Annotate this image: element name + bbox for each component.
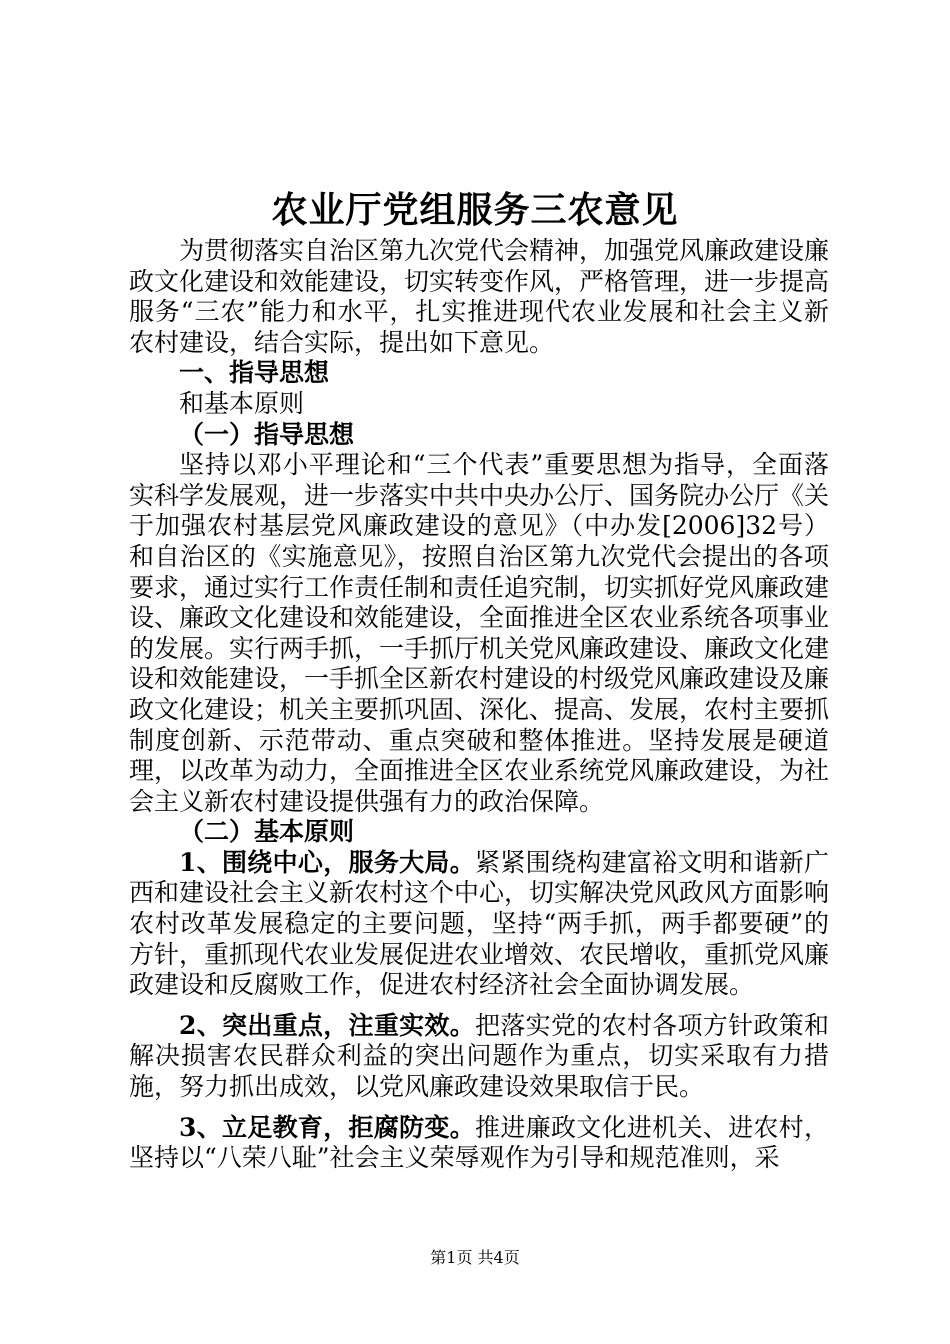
- principle-1-lead: 1、围绕中心，服务大局。: [179, 847, 476, 877]
- section-subtitle-basic-principles: 和基本原则: [179, 388, 305, 418]
- document-title: 农业厅党组服务三农意见: [271, 189, 679, 231]
- intro-paragraph: 为贯彻落实自治区第九次党代会精神，加强党风廉政建设廉政文化建设和效能建设，切实转变作风，严格管理，进一步提高服务“三农”能力和水平，扎实推进现代农业发展和社会主义新农村建设，结合实际，提出如下意见。: [129, 236, 830, 357]
- section-heading-guiding-ideology: 一、指导思想: [179, 358, 330, 388]
- subsection-heading-basic-principles: （二）基本原则: [179, 817, 355, 847]
- principle-2-paragraph: [129, 1011, 829, 1103]
- principle-3-paragraph: [129, 1113, 829, 1174]
- principle-1-paragraph: [129, 848, 829, 1001]
- principle-3-lead: 3、立足教育，拒腐防变。: [179, 1112, 476, 1142]
- page-footer: 第1页 共4页: [430, 1248, 520, 1267]
- principle-1-body: 紧紧围绕构建富裕文明和谐新广西和建设社会主义新农村这个中心，切实解决党风政风方面影响农村改革发展稳定的主要问题，坚持“两手抓，两手都要硬”的方针，重抓现代农业发展促进农业增效、农民增收，重抓党风廉政建设和反腐败工作，促进农村经济社会全面协调发展。: [129, 847, 830, 1000]
- document-body: [129, 236, 829, 1174]
- principle-2-body: 把落实党的农村各项方针政策和解决损害农民群众利益的突出问题作为重点，切实采取有力措施，努力抓出成效，以党风廉政建设效果取信于民。: [129, 1010, 829, 1102]
- principle-2-lead: 2、突出重点，注重实效。: [179, 1010, 476, 1040]
- subsection-heading-guiding-ideology: （一）指导思想: [179, 419, 355, 449]
- principle-3-body: 推进廉政文化进机关、进农村，坚持以“八荣八耻”社会主义荣辱观作为引导和规范准则，采: [129, 1112, 829, 1173]
- guiding-ideology-paragraph: 坚持以邓小平理论和“三个代表”重要思想为指导，全面落实科学发展观，进一步落实中共中央办公厅、国务院办公厅《关于加强农村基层党风廉政建设的意见》（中办发[2006]32号）和自治区的《实施意见》，按照自治区第九次党代会提出的各项要求，通过实行工作责任制和责任追究制，切实抓好党风廉政建设、廉政文化建设和效能建设，全面推进全区农业系统各项事业的发展。实行两手抓，一手抓厅机关党风廉政建设、廉政文化建设和效能建设，一手抓全区新农村建设的村级党风廉政建设及廉政文化建设；机关主要抓巩固、深化、提高、发展，农村主要抓制度创新、示范带动、重点突破和整体推进。坚持发展是硬道理，以改革为动力，全面推进全区农业系统党风廉政建设，为社会主义新农村建设提供强有力的政治保障。: [129, 450, 830, 816]
